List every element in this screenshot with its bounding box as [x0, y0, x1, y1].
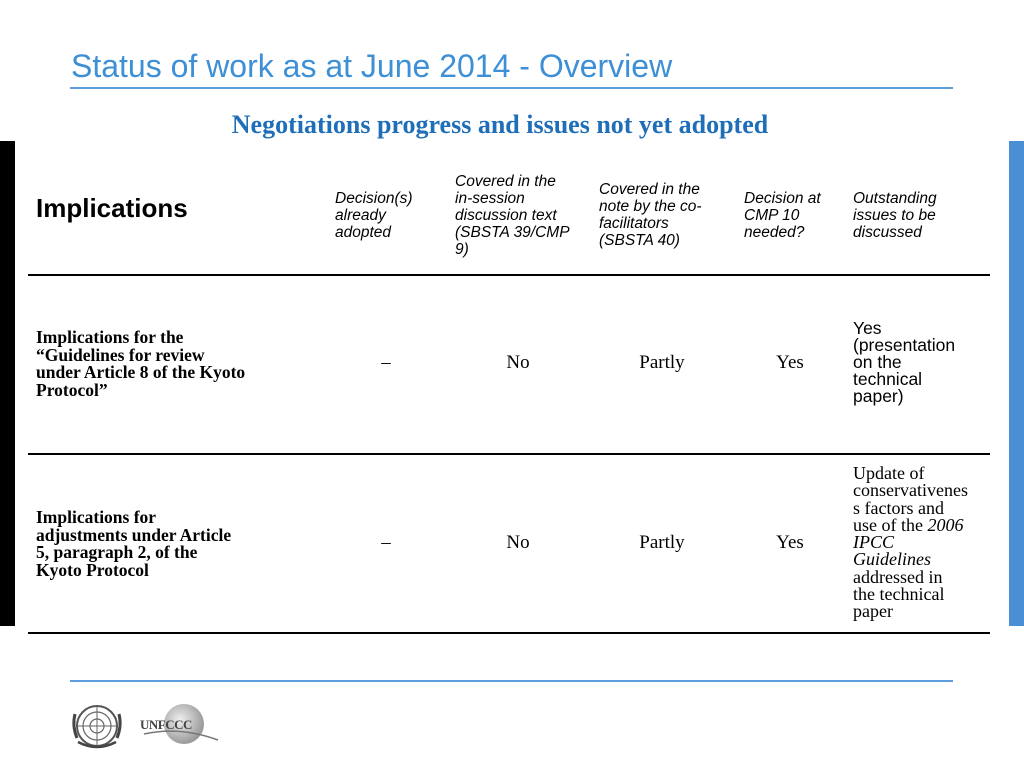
row2-decisions: –: [381, 532, 391, 553]
un-emblem-icon: [70, 702, 124, 750]
row2-label: Implications for adjustments under Article 5, paragraph 2, of the Kyoto Protocol: [36, 507, 232, 580]
row1-outstanding: Yes (presentation on the technical paper): [853, 318, 956, 406]
header-decisions-adopted: Decision(s) already adopted: [335, 190, 413, 241]
table-rule-row1: [28, 453, 990, 455]
left-edge-bar: [0, 141, 15, 626]
row2-decision-cmp: Yes: [776, 532, 804, 553]
header-covered-insession: Covered in the in-session discussion text (SBSTA 39/CMP 9): [455, 173, 570, 258]
row2-outstanding: Update of conservativenes s factors and use of the 2006 IPCC Guidelines addressed in the technical paper: [853, 463, 968, 622]
row2-covered-note: Partly: [639, 532, 685, 553]
right-edge-bar: [1009, 141, 1024, 626]
slide-title: Status of work as at June 2014 - Overview: [71, 48, 673, 84]
row2-covered-insession: No: [506, 532, 530, 553]
row1-covered-insession: No: [506, 352, 530, 373]
row1-label: Implications for the “Guidelines for review under Article 8 of the Kyoto Protocol”: [36, 327, 246, 400]
slide-subtitle: Negotiations progress and issues not yet adopted: [231, 110, 769, 139]
header-outstanding-issues: Outstanding issues to be discussed: [853, 190, 937, 241]
table-rule-row2: [28, 632, 990, 634]
row1-decision-cmp: Yes: [776, 352, 804, 373]
header-covered-note: Covered in the note by the co- facilitators (SBSTA 40): [599, 181, 702, 249]
title-underline: [70, 87, 953, 89]
row1-covered-note: Partly: [639, 352, 685, 373]
header-decision-cmp10: Decision at CMP 10 needed?: [744, 190, 821, 241]
header-implications: Implications: [36, 193, 188, 223]
footer-rule: [70, 680, 953, 682]
row1-decisions: –: [381, 352, 391, 373]
table-rule-header: [28, 274, 990, 276]
unfccc-logo-text: UNFCCC: [140, 717, 192, 732]
